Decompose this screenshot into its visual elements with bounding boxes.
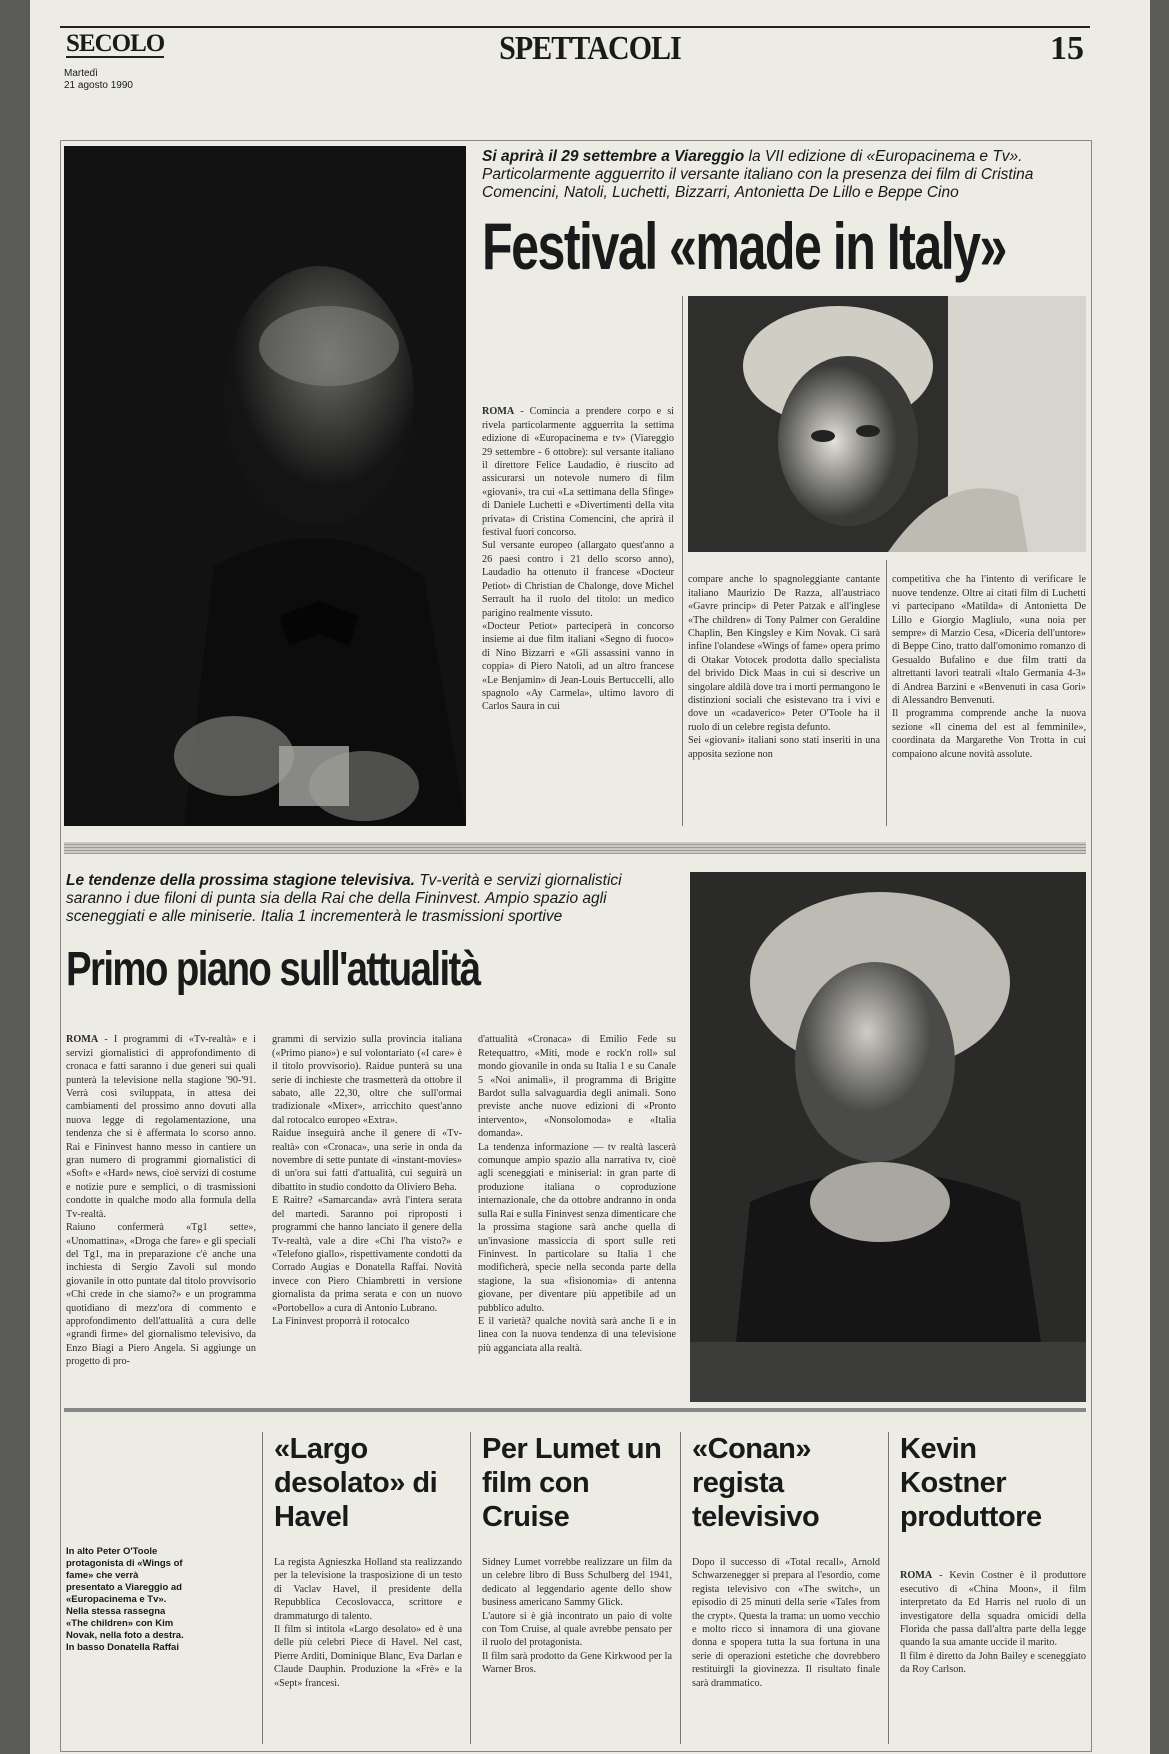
brief-body: Dopo il successo di «Total recall», Arnold Schwarzenegger si prepara al l'esordio, come regista televisivo con «The switch», un episodio di 25 minuti della serie «Tales from the crypt». Questa la trama: un uomo vecchio e molto ricco si innamora di una giovane donna e spopera tutta la sua fortuna in una serie di operazioni estetiche che dovrebbero restituirgli la giovinezza. Il risultato finale sarà drammatico. xyxy=(692,1557,880,1689)
photo-donatella-raffai xyxy=(690,872,1086,1402)
section-divider-bar xyxy=(64,1408,1086,1412)
festival-deck-lead: Si aprirà il 29 settembre a Viareggio xyxy=(482,148,745,165)
brief-conan xyxy=(692,1432,880,1690)
top-rule xyxy=(60,26,1090,28)
festival-col-1 xyxy=(482,392,674,824)
column-rule xyxy=(262,1432,263,1744)
brief-text: - Kevin Costner è il produttore esecutivo di «China Moon», il film interpretato da Ed Harris nel ruolo di un investigatore della squadra omicidi della Florida che passa dall'altra parte della legge quando la sua amante uccide il marito. Il film è diretto da John Bailey e sceneggiato da Roy Carlson. xyxy=(900,1570,1086,1676)
festival-col-3-text: competitiva che ha l'intento di verificare le nuove tendenze. Oltre ai citati film di Luchetti vi partecipano «Matilda» di Antonietta De Lillo e Giorgio Magliulo, «una noia per sempre» di Marzio Cesa, «Diceria dell'untore» di Beppe Cino, tratto dall'omonimo romanzo di Gesualdo Bufalino e due film tratti da altrettanti lavori teatrali «Italo Germania 4-3» di Andrea Barzini e «Benvenuti in casa Gori» di Alessandro Benvenuti. Il programma comprende anche la nuova sezione «Il cinema del est al femminile», coordinata da Margarethe Von Trotta in cui compaiono alcune novità assolute. xyxy=(892,574,1086,760)
column-rule xyxy=(680,1432,681,1744)
brief-headline: Per Lumet un film con Cruise xyxy=(482,1433,662,1533)
section-title: SPETTACOLI xyxy=(499,30,681,67)
tv-deck-lead: Le tendenze della prossima stagione televisiva. xyxy=(66,872,415,889)
festival-col-1-text: - Comincia a prendere corpo e si rivela particolarmente agguerrita la settima edizione di «Europacinema e tv» (Viareggio 29 settembre - 6 ottobre): sul versante italiano il direttore Felice Laudadio, è riuscito ad assicurarsi un notevole numero di film «giovani», tra cui «La settimana della Sfinge» di Daniele Luchetti e «Divertimenti della vita privata» di Cristina Comencini, che aprirà il festival fuori concorso. Sul versante europeo (allargato quest'anno a 26 paesi contro i 21 dello scorso anno), Laudadio ha ottenuto il francese «Docteur Petiot» di Christian de Chalonge, dove Michel Serrault ha il ruolo del titolo: un medico parigino realmente vissuto. «Docteur Petiot» parteciperà in concorso insieme ai due film italiani «Segno di fuoco» di Nino Bizzarri e «Gli assassini vanno in coppia» di Piero Natoli, ad un altro francese «Le Benjamin» di Jean-Louis Bertuccelli, allo spagnolo «Ay Carmela», ultimo lavoro di Carlos Saura in cui xyxy=(482,406,674,713)
tv-col-2-text: grammi di servizio sulla provincia italiana («Primo piano») e sul volontariato («I care» è il titolo provvisorio). Raidue punterà su una serie di inchieste che trasmetterà da ottobre il sabato, alle 22,30, oltre che sull'ormai tradizionale «Mixer», arricchito quest'anno dal rotocalco europeo «Extra». Raidue inseguirà anche il genere di «Tv-realtà» con «Cronaca», una serie in onda da novembre di sette puntate di «instant-movies» di un'ora sui fatti d'attualità, cui seguirà un dibattito in studio condotto da Oliviero Beha. E Raitre? «Samarcanda» avrà l'intera serata del martedì. Saranno poi riproposti i programmi che hanno lanciato il genere della Tv-realtà, vale a dire «Chi l'ha visto?» e «Telefono giallo», rispettivamente condotti da Corrado Augias e Donatella Raffai. Novità invece con Piero Chiambretti in versione giornalista da prima serata e con un nuovo «Portobello» a cura di Antonio Lubrano. La Fininvest proporrà il rotocalco xyxy=(272,1034,462,1327)
photo-caption: In alto Peter O'Toole protagonista di «Wings of fame» che verrà presentato a Viareggio ad «Europacinema e Tv». Nella stessa rassegna «The children» con Kim Novak, nella foto a destra. In basso Donatella Raffai xyxy=(66,1546,184,1653)
photo-kim-novak xyxy=(688,296,1086,552)
brief-body: Sidney Lumet vorrebbe realizzare un film da un celebre libro di Buss Schulberg del 1941, dedicato al leggendario agente dello show business americano Sammy Glick. L'autore si è già incontrato un paio di volte con Tom Cruise, al quale avrebbe pensato per il ruolo del protagonista. Il film sarà prodotto da Gene Kirkwood per la Warner Bros. xyxy=(482,1557,672,1676)
page-number: 15 xyxy=(1050,30,1084,67)
issue-date-text: 21 agosto 1990 xyxy=(64,80,133,91)
festival-deck-text: la VII edizione di «Europacinema e Tv». Particolarmente agguerrito il versante italiano con la presenza dei film di Cristina Comencini, Natoli, Luchetti, Bizzarri, Antonietta De Lillo e Beppe Cino xyxy=(482,148,1034,201)
brief-lumet xyxy=(482,1432,672,1677)
issue-date xyxy=(64,68,184,92)
column-rule xyxy=(886,560,887,826)
festival-col-2-text: compare anche lo spagnoleggiante cantante italiano Maurizio De Razza, all'austriaco «Gavre princip» di Peter Patzak e all'inglese «The children» di Tony Palmer con Geraldine Chaplin, Ben Kingsley e Kim Novak. Ci sarà infine l'olandese «Wings of fame» opera primo di Otakar Votocek prodotta dallo specialista del brivido Dick Maas in cui si descrive un singolare aldilà dove tra i morti permangono le distinzioni sociali che esistevano tra i vivi e dove un «cadaverico» Peter O'Toole ha il ruolo di un celebre regista defunto. Sei «giovani» italiani sono stati inseriti in una apposita sezione non xyxy=(688,574,880,760)
brief-costner xyxy=(900,1432,1086,1677)
photo-peter-otoole xyxy=(64,146,466,826)
tv-col-1-text: - I programmi di «Tv-realtà» e i servizi giornalistici di approfondimento di cronaca e fatti saranno i due generi sui quali punterà la televisione nella stagione '90-'91. Verrà così sviluppata, in attesa dei cambiamenti del prossimo anno dovuti alla nuova legge di regolamentazione, una tendenza che si è affermata lo scorso anno. Rai e Fininvest hanno messo in cantiere un gran numero di programmi giornalistici di «Soft» e «Hard» news, cioè servizi di costume e notizie pure e semplici, o di trasmissioni condotte in qualche modo alla formula della Tv-realtà. Raiuno confermerà «Tg1 sette», «Unomattina», «Droga che fare» e gli speciali del Tg1, ma in preparazione c'è anche una inchiesta di Sergio Zavoli sul mondo giovanile in otto puntate dal titolo provvisorio «Chi crede in che siamo?» e un programma quotidiano di mezz'ora di commento e approfondimento dell'attualità a cura delle «grandi firme» del giornalismo televisivo, da Enzo Biagi a Piero Angela. Si aggiunge un progetto di pro- xyxy=(66,1034,256,1368)
tv-deck xyxy=(66,872,646,926)
brief-headline: «Largo desolato» di Havel xyxy=(274,1433,438,1533)
brief-headline: Kevin Kostner produttore xyxy=(900,1433,1042,1533)
brief-body: La regista Agnieszka Holland sta realizzando per la televisione la trasposizione di un testo di Vaclav Havel, il presidente della Repubblica Cecoslovacca, scrittore e drammaturgo di talento. Il film si intitola «Largo desolato» ed è una delle più celebri Piece di Havel. Nel cast, Pierre Arditi, Dominique Blanc, Eva Darlan e Claude Dauphin. Produzione la «Frè» e la «Sept» francesi. xyxy=(274,1557,462,1689)
festival-col-3 xyxy=(892,560,1086,824)
tv-col-1-lead: ROMA xyxy=(66,1034,99,1046)
tv-deck-text: Tv-verità e servizi giornalistici saranno i due filoni di punta sia della Rai che della Fininvest. Ampio spazio agli sceneggiati e alle miniserie. Italia 1 incrementerà le trasmissioni sportive xyxy=(66,872,622,925)
brief-lead: ROMA xyxy=(900,1570,933,1582)
column-rule xyxy=(682,296,683,826)
column-rule xyxy=(888,1432,889,1744)
newspaper-logo: SECOLO xyxy=(66,30,165,57)
section-divider-bar xyxy=(64,842,1086,854)
brief-havel xyxy=(274,1432,462,1690)
column-rule xyxy=(470,1432,471,1744)
festival-col-1-lead: ROMA xyxy=(482,406,515,418)
festival-headline: Festival «made in Italy» xyxy=(482,209,1006,283)
tv-col-2 xyxy=(272,1020,462,1422)
tv-col-1 xyxy=(66,1020,256,1422)
issue-day: Martedì xyxy=(64,68,98,79)
tv-headline: Primo piano sull'attualità xyxy=(66,943,480,996)
brief-headline: «Conan» regista televisivo xyxy=(692,1433,820,1533)
tv-col-3 xyxy=(478,1020,676,1422)
brief-body xyxy=(900,1556,1086,1677)
tv-col-3-text: d'attualità «Cronaca» di Emilio Fede su Retequattro, «Miti, mode e rock'n roll» sul mondo giovanile in onda su Italia 1 e su Canale 5 «Noi animali», il programma di Brigitte Bardot sulla salvaguardia degli animali. Sono previste anche nuove edizioni di «Pronto intervento», «Nonsolomoda» e «Italia domanda». La tendenza informazione — tv realtà lascerà comunque ampio spazio alla narrativa tv, cioè agli sceneggiati e miniserial: in gran parte di produzione italiana o coproduzione internazionale, che da ottobre andranno in onda sulla Rai e sulla Fininvest senza dimenticare che la prossima stagione sarà anche quella di un'invasione massiccia di sport sulle reti Fininvest. In particolare su Italia 1 che modificherà, specie nella seconda parte della stagione, la sua «fisionomia» di antenna giovane, per diventare più appetibile ad un pubblico adulto. E il varietà? qualche novità sarà anche lì e in linea con la nuova tendenza di una televisione più agganciata alla realtà. xyxy=(478,1034,676,1354)
festival-deck xyxy=(482,148,1082,202)
festival-col-2 xyxy=(688,560,880,824)
